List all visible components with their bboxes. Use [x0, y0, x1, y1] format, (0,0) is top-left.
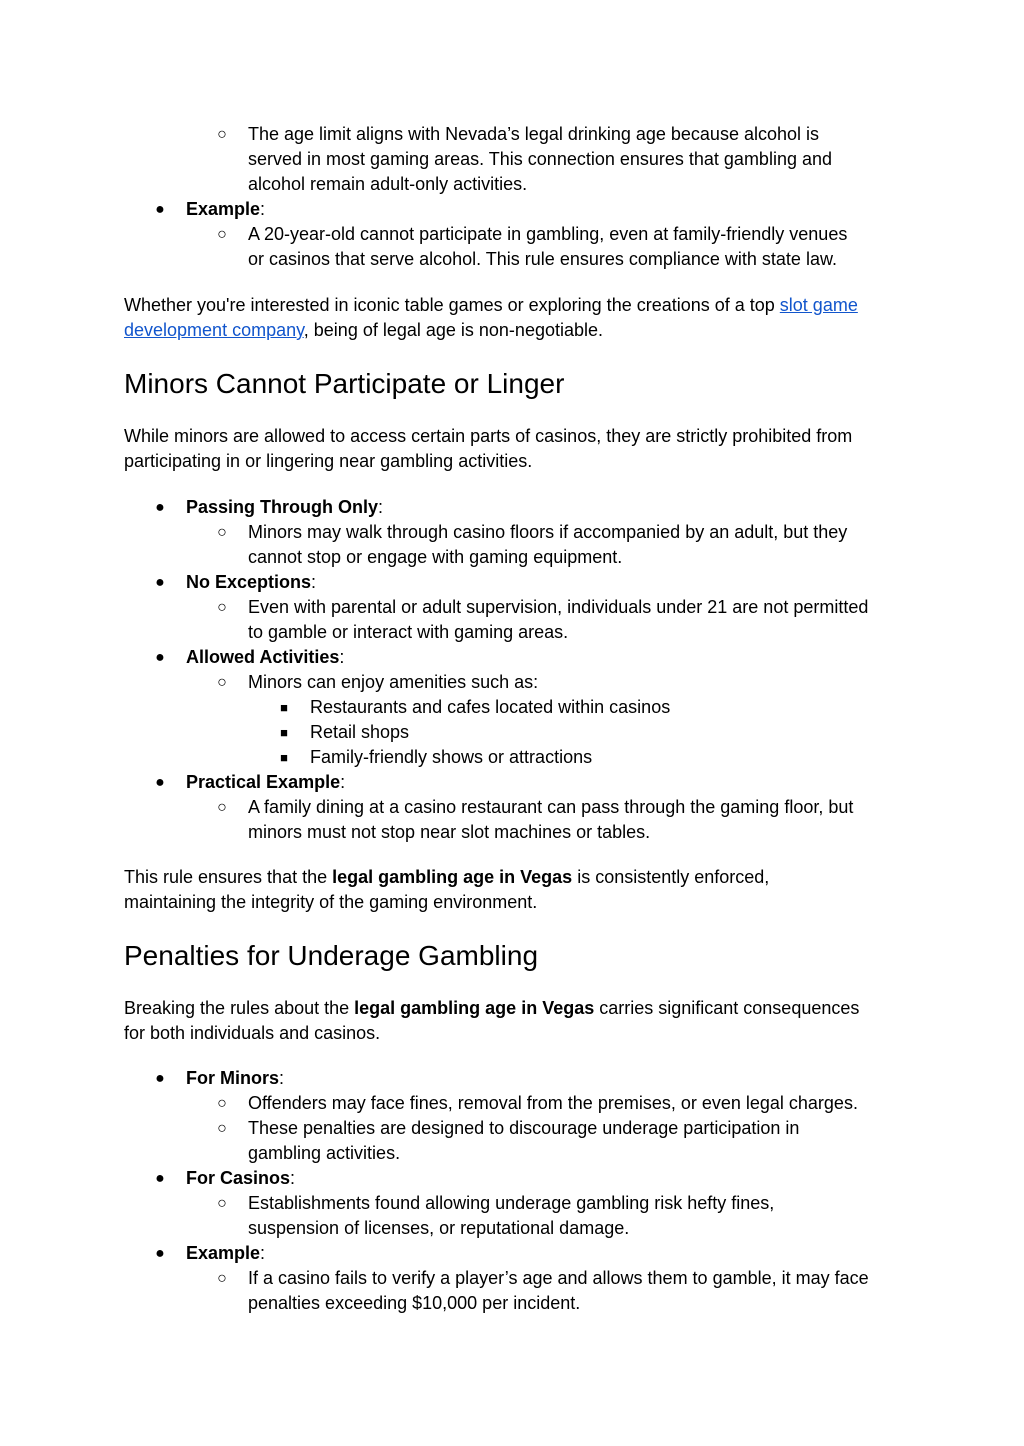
list-item-label: Practical Example:	[186, 772, 346, 792]
paragraph: Whether you're interested in iconic table games or exploring the creations of a top slot game	[124, 295, 858, 315]
list-item-label: Example:	[186, 1243, 266, 1263]
list-item-text: Family-friendly shows or attractions	[310, 747, 593, 767]
list-item-text: Even with parental or adult supervision, individuals under 21 are not permitted	[248, 597, 869, 617]
disc-bullet: ●	[155, 774, 165, 791]
list-item-text: penalties exceeding $10,000 per incident.	[248, 1293, 581, 1313]
circle-bullet: ○	[217, 1195, 227, 1212]
paragraph: While minors are allowed to access certain parts of casinos, they are strictly prohibited from	[124, 426, 853, 446]
list-item-text: Retail shops	[310, 722, 410, 742]
list-item-text: Offenders may face fines, removal from the premises, or even legal charges.	[248, 1093, 858, 1113]
slot-game-link[interactable]: slot game	[779, 295, 858, 315]
circle-bullet: ○	[217, 1095, 227, 1112]
list-item-text: suspension of licenses, or reputational damage.	[248, 1218, 630, 1238]
list-item-text: The age limit aligns with Nevada’s legal drinking age because alcohol is	[248, 124, 819, 144]
square-bullet: ■	[280, 700, 288, 715]
circle-bullet: ○	[217, 226, 227, 243]
list-item-text: gambling activities.	[248, 1143, 401, 1163]
list-item-text: If a casino fails to verify a player’s age and allows them to gamble, it may face	[248, 1268, 869, 1288]
paragraph: This rule ensures that the legal gambling age in Vegas is consistently enforced,	[124, 867, 770, 887]
list-item-label: Passing Through Only:	[186, 497, 384, 517]
disc-bullet: ●	[155, 1170, 165, 1187]
list-item-label: Example:	[186, 199, 266, 219]
paragraph: for both individuals and casinos.	[124, 1023, 381, 1043]
list-item-text: A family dining at a casino restaurant can pass through the gaming floor, but	[248, 797, 854, 817]
list-item-text: These penalties are designed to discourage underage participation in	[248, 1118, 800, 1138]
circle-bullet: ○	[217, 674, 227, 691]
list-item-text: Establishments found allowing underage gambling risk hefty fines,	[248, 1193, 775, 1213]
circle-bullet: ○	[217, 524, 227, 541]
disc-bullet: ●	[155, 201, 165, 218]
disc-bullet: ●	[155, 1070, 165, 1087]
paragraph: development company, being of legal age is non-negotiable.	[124, 320, 604, 340]
paragraph: maintaining the integrity of the gaming environment.	[124, 892, 538, 912]
disc-bullet: ●	[155, 574, 165, 591]
list-item-label: No Exceptions:	[186, 572, 317, 592]
list-item-text: Restaurants and cafes located within casinos	[310, 697, 671, 717]
list-item-text: Minors can enjoy amenities such as:	[248, 672, 539, 692]
circle-bullet: ○	[217, 599, 227, 616]
list-item-text: A 20-year-old cannot participate in gambling, even at family-friendly venues	[248, 224, 848, 244]
list-item-text: or casinos that serve alcohol. This rule ensures compliance with state law.	[248, 249, 837, 269]
list-item-text: to gamble or interact with gaming areas.	[248, 622, 569, 642]
list-item-text: served in most gaming areas. This connection ensures that gambling and	[248, 149, 832, 169]
section-heading: Penalties for Underage Gambling	[124, 940, 539, 971]
square-bullet: ■	[280, 750, 288, 765]
list-item-text: minors must not stop near slot machines or tables.	[248, 822, 651, 842]
circle-bullet: ○	[217, 1270, 227, 1287]
list-item-text: Minors may walk through casino floors if accompanied by an adult, but they	[248, 522, 848, 542]
circle-bullet: ○	[217, 799, 227, 816]
section-heading: Minors Cannot Participate or Linger	[124, 368, 565, 399]
development-company-link[interactable]: development company	[124, 320, 304, 340]
square-bullet: ■	[280, 725, 288, 740]
disc-bullet: ●	[155, 649, 165, 666]
paragraph: Breaking the rules about the legal gambling age in Vegas carries significant consequences	[124, 998, 860, 1018]
list-item-text: cannot stop or engage with gaming equipment.	[248, 547, 623, 567]
paragraph: participating in or lingering near gambling activities.	[124, 451, 533, 471]
disc-bullet: ●	[155, 499, 165, 516]
list-item-label: For Minors:	[186, 1068, 285, 1088]
circle-bullet: ○	[217, 1120, 227, 1137]
list-item-label: Allowed Activities:	[186, 647, 345, 667]
disc-bullet: ●	[155, 1245, 165, 1262]
list-item-label: For Casinos:	[186, 1168, 296, 1188]
list-item-text: alcohol remain adult-only activities.	[248, 174, 528, 194]
circle-bullet: ○	[217, 126, 227, 143]
